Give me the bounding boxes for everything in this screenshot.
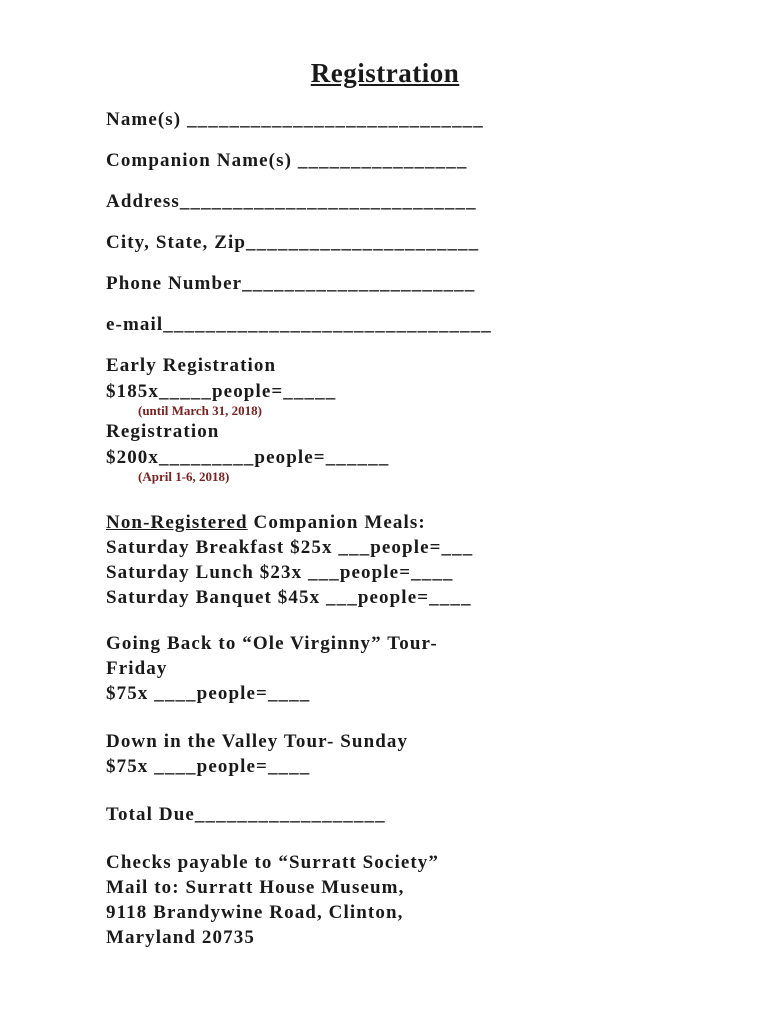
sunday-tour-title: Down in the Valley Tour- Sunday [106, 731, 409, 752]
breakfast-line: Saturday Breakfast $25x ___people=___ [106, 537, 474, 558]
address-field: Address____________________________ [106, 191, 477, 212]
friday-tour-title-line2: Friday [106, 658, 168, 679]
names-field: Name(s) ____________________________ [106, 109, 484, 130]
companion-names-field: Companion Name(s) ________________ [106, 150, 468, 171]
mail-to-line: Mail to: Surratt House Museum, [106, 877, 405, 898]
email-field: e-mail_______________________________ [106, 314, 492, 335]
registration-price-line: $200x_________people=______ [106, 447, 390, 468]
page-title: Registration [310, 58, 460, 88]
city-state-zip-field: City, State, Zip______________________ [106, 232, 480, 253]
companion-meals-heading-underlined: Non-Registered [106, 512, 248, 533]
friday-tour-title-line1: Going Back to “Ole Virginny” Tour- [106, 633, 438, 654]
city-state-line: Maryland 20735 [106, 927, 255, 948]
early-registration-deadline: (until March 31, 2018) [138, 403, 262, 418]
lunch-line: Saturday Lunch $23x ___people=____ [106, 562, 454, 583]
companion-meals-heading-rest: Companion Meals: [247, 512, 426, 533]
companion-meals-heading [106, 511, 426, 535]
early-registration-heading: Early Registration [106, 355, 277, 376]
friday-tour-price-line: $75x ____people=____ [106, 683, 311, 704]
checks-payable-line: Checks payable to “Surratt Society” [106, 852, 439, 873]
total-due-field: Total Due__________________ [106, 804, 386, 825]
phone-field: Phone Number______________________ [106, 273, 476, 294]
early-registration-price-line: $185x_____people=_____ [106, 381, 337, 402]
sunday-tour-price-line: $75x ____people=____ [106, 756, 311, 777]
street-address-line: 9118 Brandywine Road, Clinton, [106, 902, 404, 923]
registration-dates: (April 1-6, 2018) [138, 469, 230, 484]
banquet-line: Saturday Banquet $45x ___people=____ [106, 587, 472, 608]
registration-heading: Registration [106, 421, 220, 442]
